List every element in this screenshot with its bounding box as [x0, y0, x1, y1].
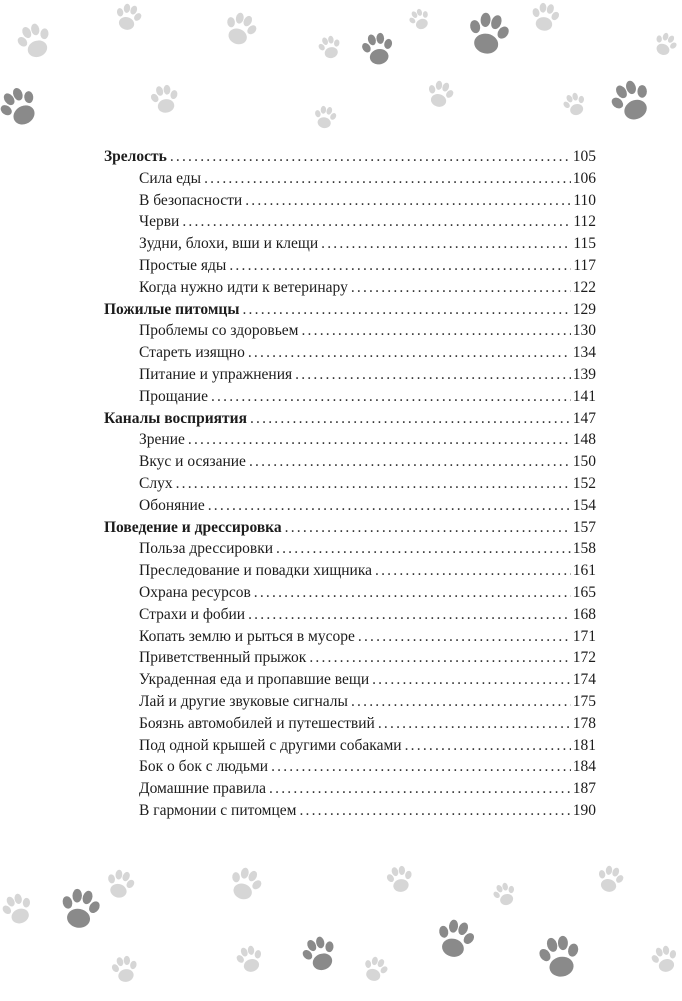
toc-page-number: 105: [572, 148, 596, 165]
toc-subsection-entry: [104, 255, 596, 277]
toc-page-number: 154: [572, 496, 596, 514]
toc-subsection-entry: [104, 626, 596, 648]
toc-page-number: 112: [573, 213, 596, 231]
toc-entry-title: Боязнь автомобилей и путешествий: [139, 714, 375, 732]
toc-dot-leader: [250, 408, 571, 430]
toc-page-number: 139: [572, 365, 596, 383]
toc-subsection-entry: [104, 756, 596, 778]
toc-entry-title: Прощание: [139, 387, 208, 405]
toc-entry-title: Обоняние: [139, 496, 205, 514]
toc-entry-title: Зрение: [139, 431, 185, 449]
toc-subsection-entry: [104, 190, 596, 212]
toc-page-number: 171: [572, 627, 596, 645]
toc-entry-title: Страхи и фобии: [139, 605, 246, 623]
toc-page-number: 174: [572, 671, 596, 689]
toc-page-number: 115: [573, 235, 596, 253]
toc-entry-title: Сила еды: [139, 169, 202, 187]
toc-dot-leader: [271, 756, 571, 778]
toc-subsection-entry: [104, 669, 596, 691]
toc-entry-title: Копать землю и рыться в мусоре: [139, 627, 355, 645]
toc-dot-leader: [208, 495, 571, 517]
toc-page-number: 181: [572, 736, 596, 754]
toc-page-number: 157: [572, 518, 596, 536]
toc-entry-title: Приветственный прыжок: [139, 649, 307, 667]
toc-entry-title: Домашние правила: [139, 780, 267, 798]
toc-subsection-entry: [104, 364, 596, 386]
toc-subsection-entry: [104, 473, 596, 495]
toc-subsection-entry: [104, 168, 596, 190]
toc-dot-leader: [378, 713, 571, 735]
toc-dot-leader: [375, 560, 571, 582]
toc-dot-leader: [299, 800, 570, 822]
toc-page-number: 184: [572, 758, 596, 776]
toc-dot-leader: [211, 386, 571, 408]
toc-entry-title: Бок о бок с людьми: [139, 758, 269, 776]
toc-page-number: 161: [572, 562, 596, 580]
toc-subsection-entry: [104, 800, 596, 822]
toc-entry-title: Каналы восприятия: [104, 409, 247, 427]
toc-dot-leader: [301, 320, 570, 342]
toc-dot-leader: [254, 582, 571, 604]
toc-entry-title: Преследование и повадки хищника: [139, 562, 373, 580]
toc-section-entry: [104, 146, 596, 168]
toc-dot-leader: [245, 190, 571, 212]
toc-subsection-entry: [104, 495, 596, 517]
toc-page-number: 122: [572, 278, 596, 296]
paw-print-border-bottom: [0, 850, 682, 1001]
toc-dot-leader: [269, 778, 571, 800]
toc-dot-leader: [170, 146, 571, 168]
toc-entry-title: Украденная еда и пропавшие вещи: [139, 671, 370, 689]
toc-dot-leader: [405, 735, 571, 757]
toc-subsection-entry: [104, 429, 596, 451]
toc-entry-title: Охрана ресурсов: [139, 583, 251, 601]
toc-page-number: 172: [572, 649, 596, 667]
toc-page-number: 175: [572, 692, 596, 710]
toc-entry-title: Зудни, блохи, вши и клещи: [139, 235, 319, 253]
toc-entry-title: Зрелость: [104, 148, 167, 165]
toc-section-entry: [104, 517, 596, 539]
toc-entry-title: Лай и другие звуковые сигналы: [139, 692, 348, 710]
toc-subsection-entry: [104, 538, 596, 560]
toc-page-number: 147: [572, 409, 596, 427]
toc-subsection-entry: [104, 735, 596, 757]
toc-dot-leader: [188, 429, 571, 451]
toc-page-number: 130: [572, 322, 596, 340]
toc-subsection-entry: [104, 277, 596, 299]
toc-dot-leader: [295, 364, 571, 386]
toc-subsection-entry: [104, 713, 596, 735]
toc-page-number: 117: [573, 256, 596, 274]
toc-entry-title: Польза дрессировки: [139, 540, 274, 558]
toc-dot-leader: [176, 473, 571, 495]
toc-page-number: 190: [572, 801, 596, 819]
toc-entry-title: Вкус и осязание: [139, 453, 246, 471]
toc-entry-title: Когда нужно идти к ветеринару: [139, 278, 348, 296]
toc-dot-leader: [351, 277, 571, 299]
toc-subsection-entry: [104, 342, 596, 364]
toc-entry-title: В гармонии с питомцем: [139, 801, 297, 819]
toc-subsection-entry: [104, 386, 596, 408]
toc-dot-leader: [372, 669, 571, 691]
toc-entry-title: Стареть изящно: [139, 344, 245, 362]
toc-entry-title: В безопасности: [139, 191, 243, 209]
toc-dot-leader: [351, 691, 571, 713]
toc-page-number: 106: [572, 169, 596, 187]
toc-dot-leader: [249, 451, 571, 473]
toc-dot-leader: [182, 211, 571, 233]
paw-print-border-top: [0, 0, 682, 140]
toc-page-number: 141: [572, 387, 596, 405]
toc-page-number: 129: [572, 300, 596, 318]
toc-page-number: 165: [572, 583, 596, 601]
toc-page-number: 178: [572, 714, 596, 732]
toc-entry-title: Черви: [139, 213, 180, 231]
toc-section-entry: [104, 408, 596, 430]
toc-subsection-entry: [104, 647, 596, 669]
toc-dot-leader: [358, 626, 571, 648]
toc-subsection-entry: [104, 233, 596, 255]
toc-dot-leader: [276, 538, 571, 560]
toc-dot-leader: [204, 168, 571, 190]
toc-page-number: 148: [572, 431, 596, 449]
toc-subsection-entry: [104, 582, 596, 604]
toc-page-number: 152: [572, 474, 596, 492]
toc-page-number: 168: [572, 605, 596, 623]
toc-entry-title: Пожилые питомцы: [104, 300, 240, 318]
toc-subsection-entry: [104, 451, 596, 473]
toc-subsection-entry: [104, 560, 596, 582]
toc-subsection-entry: [104, 778, 596, 800]
toc-entry-title: Слух: [139, 474, 173, 492]
toc-subsection-entry: [104, 691, 596, 713]
toc-page-number: 110: [573, 191, 596, 209]
toc-page-number: 134: [572, 344, 596, 362]
toc-dot-leader: [285, 517, 571, 539]
toc-subsection-entry: [104, 211, 596, 233]
toc-entry-title: Проблемы со здоровьем: [139, 322, 299, 340]
toc-subsection-entry: [104, 320, 596, 342]
toc-page-number: 150: [572, 453, 596, 471]
toc-dot-leader: [229, 255, 571, 277]
toc-dot-leader: [248, 604, 571, 626]
toc-dot-leader: [309, 647, 570, 669]
toc-page-number: 187: [572, 780, 596, 798]
toc-entry-title: Питание и упражнения: [139, 365, 293, 383]
table-of-contents: [104, 146, 596, 822]
toc-dot-leader: [242, 299, 570, 321]
toc-section-entry: [104, 299, 596, 321]
toc-entry-title: Поведение и дрессировка: [104, 518, 282, 536]
toc-entry-title: Под одной крышей с другими собаками: [139, 736, 402, 754]
toc-page-number: 158: [572, 540, 596, 558]
toc-entry-title: Простые яды: [139, 256, 227, 274]
toc-subsection-entry: [104, 604, 596, 626]
toc-dot-leader: [321, 233, 571, 255]
toc-dot-leader: [248, 342, 571, 364]
